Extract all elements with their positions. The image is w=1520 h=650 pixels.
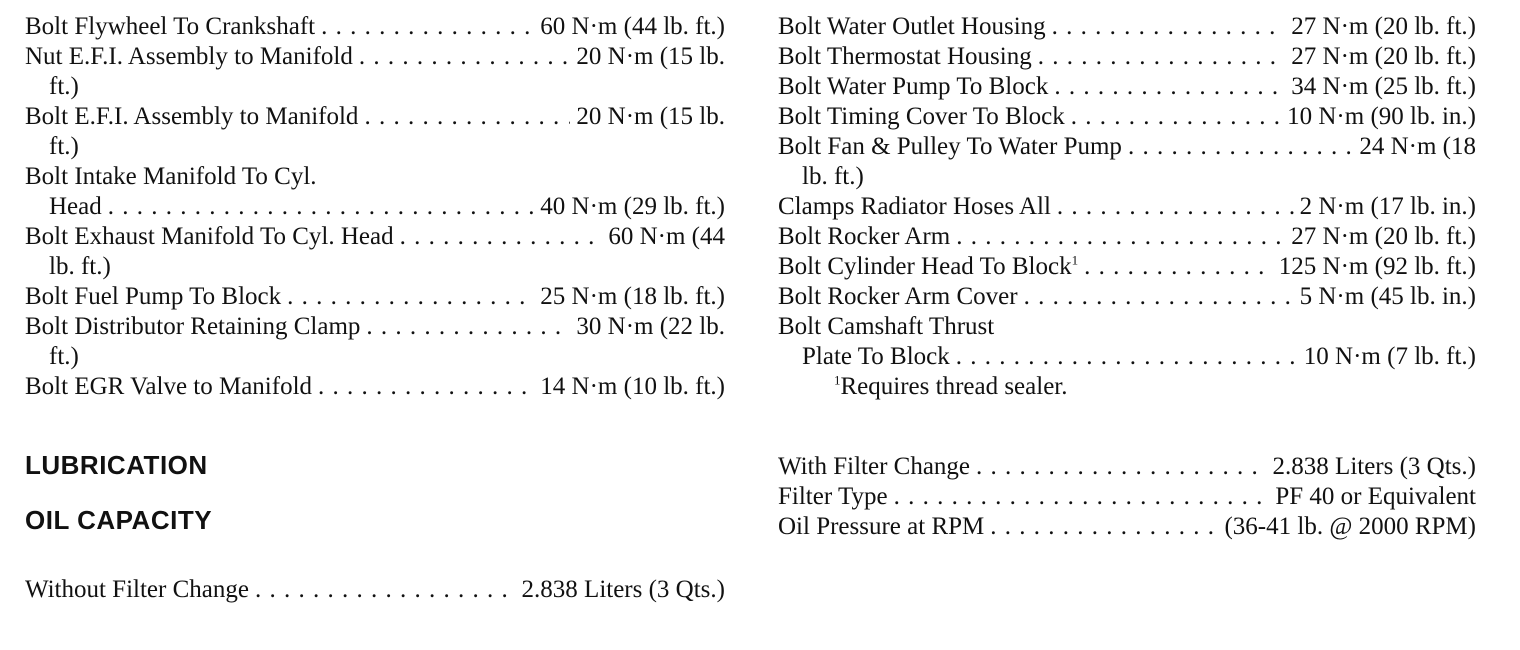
spec-value-continuation: ft.) [49,343,79,370]
spec-label-continuation: Plate To Block [802,343,950,370]
spec-value: 27 N·m (20 lb. ft.) [1291,13,1476,40]
left-torque-column [25,12,725,402]
leader-dots [894,482,1270,512]
spec-row [778,12,1476,42]
spec-label: Without Filter Change [25,576,249,603]
spec-label: Bolt Rocker Arm Cover [778,283,1018,310]
spec-label: Bolt Thermostat Housing [778,43,1032,70]
spec-row [778,72,1476,102]
leader-dots [956,222,1285,252]
spec-row [778,482,1476,512]
spec-value: PF 40 or Equivalent [1275,483,1476,510]
leader-dots [366,312,570,342]
spec-row [778,452,1476,482]
spec-label: Bolt Fuel Pump To Block [25,283,282,310]
spec-row [778,132,1476,162]
footnote-text: Requires thread sealer. [840,373,1068,400]
leader-dots [108,192,535,222]
spec-value: 60 N·m (44 [608,223,725,250]
spec-value: 20 N·m (15 lb. [576,43,725,70]
spec-value: 2 N·m (17 lb. in.) [1299,193,1476,220]
spec-label-continuation: Head [49,193,102,220]
spec-row [25,282,725,312]
leader-dots [1054,72,1285,102]
right-torque-column [778,12,1476,402]
spec-row [778,42,1476,72]
spec-label: Bolt Fan & Pulley To Water Pump [778,133,1122,160]
spec-value: 20 N·m (15 lb. [576,103,725,130]
spec-value: 2.838 Liters (3 Qts.) [1272,453,1476,480]
spec-value: 34 N·m (25 lb. ft.) [1291,73,1476,100]
leader-dots [364,102,570,132]
spec-label: Bolt Water Pump To Block [778,73,1049,100]
leader-dots [287,282,534,312]
footnote-mark: 1 [1071,252,1079,268]
spec-row [778,102,1476,132]
oil-capacity-right [778,452,1476,542]
spec-value: 27 N·m (20 lb. ft.) [1291,223,1476,250]
spec-row [25,222,725,252]
spec-value-continuation: lb. ft.) [802,163,864,190]
spec-value: 2.838 Liters (3 Qts.) [521,576,725,603]
leader-dots [1057,192,1294,222]
leader-dots [1052,12,1286,42]
spec-value-continuation: ft.) [49,133,79,160]
leader-dots [956,342,1298,372]
leader-dots [1038,42,1286,72]
leader-dots [359,42,571,72]
spec-value-continuation: lb. ft.) [49,253,111,280]
spec-value: 24 N·m (18 [1359,133,1476,160]
leader-dots [400,222,603,252]
spec-value: 125 N·m (92 lb. ft.) [1278,253,1476,280]
leader-dots [1071,102,1281,132]
spec-value: (36-41 lb. @ 2000 RPM) [1224,513,1476,540]
spec-label: Oil Pressure at RPM [778,513,985,540]
spec-value: 14 N·m (10 lb. ft.) [540,373,725,400]
spec-value: 10 N·m (90 lb. in.) [1287,103,1476,130]
spec-row [25,312,725,342]
spec-row [778,252,1476,282]
spec-value: 60 N·m (44 lb. ft.) [540,13,725,40]
leader-dots [1024,282,1294,312]
leader-dots [990,512,1218,542]
spec-label: Bolt EGR Valve to Manifold [25,373,313,400]
spec-row [778,222,1476,252]
spec-label: Filter Type [778,483,888,510]
spec-label: Bolt Camshaft Thrust [778,313,995,340]
spec-label: Bolt Timing Cover To Block [778,103,1065,130]
spec-row [25,192,725,222]
spec-label: Bolt Distributor Retaining Clamp [25,313,361,340]
spec-label: With Filter Change [778,453,971,480]
section-heading-oil-capacity: OIL CAPACITY [25,505,213,535]
spec-label: Clamps Radiator Hoses All [778,193,1051,220]
leader-dots [318,372,534,402]
footnote-mark: 1 [834,372,841,388]
leader-dots [255,575,516,605]
spec-value: 40 N·m (29 lb. ft.) [540,193,725,220]
spec-value: 10 N·m (7 lb. ft.) [1303,343,1476,370]
leader-dots [321,12,534,42]
spec-value: 30 N·m (22 lb. [576,313,725,340]
spec-value: 5 N·m (45 lb. in.) [1299,283,1476,310]
spec-label: Bolt Rocker Arm [778,223,951,250]
spec-row [25,575,725,605]
spec-label: Bolt Flywheel To Crankshaft [25,13,316,40]
leader-dots [1084,252,1273,282]
spec-row [778,512,1476,542]
leader-dots [976,452,1267,482]
spec-label-text: Bolt Cylinder Head To Block [778,253,1072,280]
spec-label: Bolt Water Outlet Housing [778,13,1046,40]
footnote [778,372,1476,402]
spec-value-continuation: ft.) [49,73,79,100]
spec-value: 25 N·m (18 lb. ft.) [540,283,725,310]
spec-row [25,42,725,72]
oil-capacity-left [25,575,725,605]
spec-row [778,282,1476,312]
spec-row [778,192,1476,222]
section-heading-lubrication: LUBRICATION [25,450,208,480]
leader-dots [1128,132,1353,162]
spec-value: 27 N·m (20 lb. ft.) [1291,43,1476,70]
spec-label: Bolt Exhaust Manifold To Cyl. Head [25,223,394,250]
spec-label: Bolt Intake Manifold To Cyl. [25,163,317,190]
spec-row [778,342,1476,372]
spec-label: Nut E.F.I. Assembly to Manifold [25,43,353,70]
spec-label: Bolt E.F.I. Assembly to Manifold [25,103,359,130]
spec-row [25,102,725,132]
spec-row [25,372,725,402]
spec-row [25,12,725,42]
spec-label [778,252,1078,282]
